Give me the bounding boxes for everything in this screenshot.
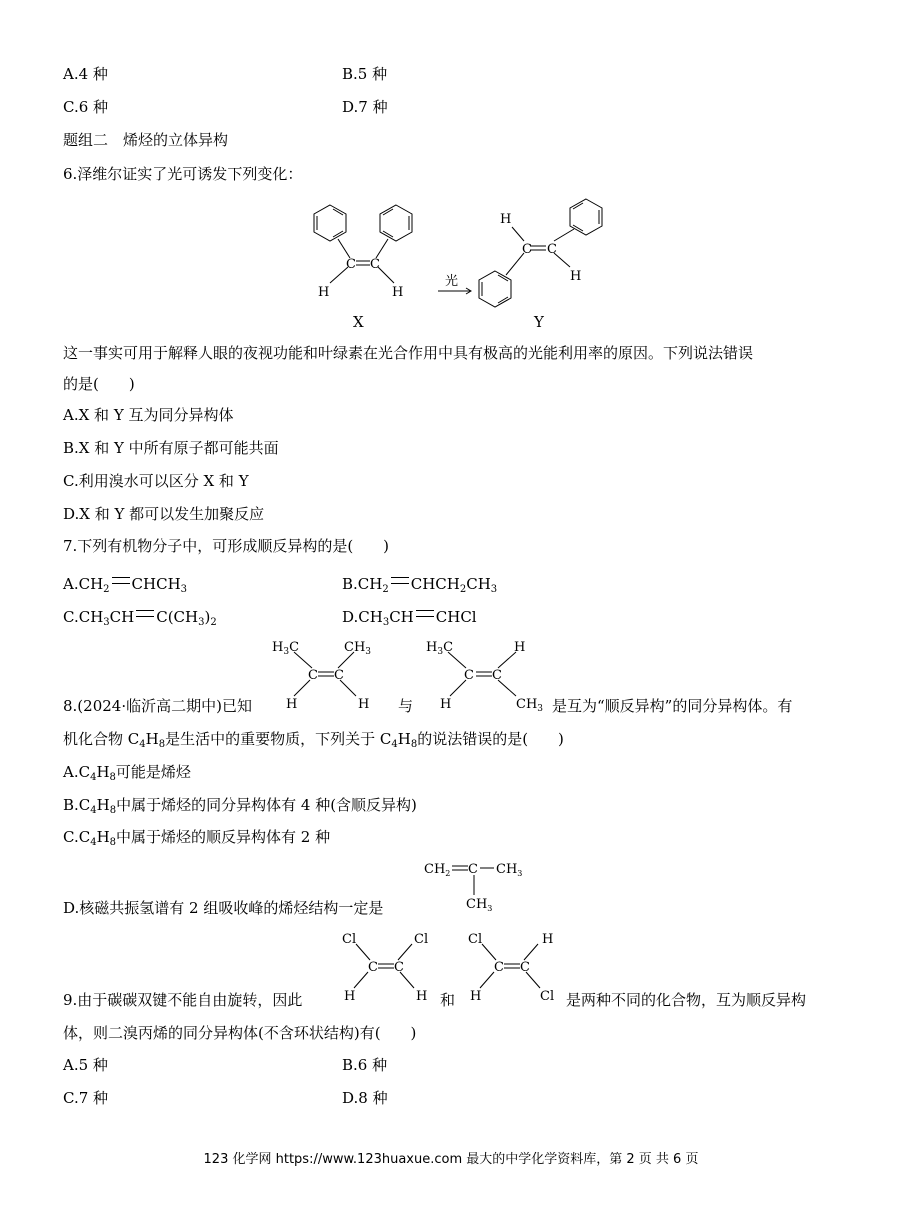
svg-text:C: C: [308, 668, 318, 683]
q6-option-d: D.X 和 Y 都可以发生加聚反应: [63, 505, 265, 523]
page-footer: 123 化学网 https://www.123huaxue.com 最大的中学化学资料库，第 2 页 共 6 页: [203, 1152, 699, 1167]
q9-option-d: D.8 种: [342, 1089, 388, 1107]
svg-text:C: C: [464, 668, 474, 683]
q5-option-a: A.4 种: [63, 65, 108, 83]
svg-text:Cl: Cl: [414, 932, 429, 947]
q8-option-b: $B.C_4H_8$中属于烯烃的同分异构体有 4 种(含顺反异构): [63, 796, 417, 816]
svg-text:H: H: [416, 989, 428, 1004]
svg-text:H: H: [318, 285, 330, 300]
q8-isobutene-structure: [420, 855, 530, 915]
q8-stem-post: 是互为“顺反异构”的同分异构体。有: [552, 697, 793, 715]
q6-arrow-label: 光: [445, 274, 459, 289]
q8-stem-pre: 8.(2024·临沂高二期中)已知: [63, 697, 252, 715]
svg-text:CH2: $CH_2$: [424, 862, 451, 878]
q6-option-c: C.利用溴水可以区分 X 和 Y: [63, 472, 249, 490]
svg-text:H3C: $H_3C$: [426, 640, 454, 657]
q7-option-a: $A.CH_2$ $CHCH_3$: [63, 575, 188, 595]
svg-text:CH3: $CH_3$: [496, 862, 523, 878]
q9-trans-dichloroethene-structure: [466, 928, 566, 1008]
q7-option-c: $C.CH_3CH$ $C(CH_3)_2$: [63, 608, 217, 628]
svg-text:Cl: Cl: [468, 932, 483, 947]
svg-text:C: C: [522, 242, 532, 257]
svg-text:H: H: [470, 989, 482, 1004]
q9-stem-pre: 9.由于碳碳双键不能自由旋转，因此: [63, 991, 303, 1009]
q6-label-y: Y: [534, 313, 544, 331]
svg-text:H: H: [570, 269, 582, 284]
q7-option-b: $B.CH_2$ $CHCH_2CH_3$: [342, 575, 498, 595]
svg-text:C: C: [368, 960, 378, 975]
svg-text:H: H: [440, 697, 452, 712]
q6-option-b: B.X 和 Y 中所有原子都可能共面: [63, 439, 279, 457]
q8-stem-line2: 机化合物 $C_4H_8$是生活中的重要物质，下列关于 $C_4H_8$的说法错误的是( ): [63, 730, 564, 750]
q6-stem: 6.泽维尔证实了光可诱发下列变化：: [63, 165, 303, 183]
svg-text:C: C: [370, 257, 380, 272]
svg-text:H: H: [392, 285, 404, 300]
svg-text:H: H: [344, 989, 356, 1004]
q9-stem-line2: 体，则二溴丙烯的同分异构体(不含环状结构)有( ): [63, 1024, 417, 1042]
q8-cis-butene-structure: [272, 636, 392, 716]
svg-text:H: H: [514, 640, 526, 655]
svg-text:C: C: [394, 960, 404, 975]
q8-conjunction: 与: [398, 697, 414, 715]
q6-label-x: X: [353, 313, 364, 331]
q8-option-c: $C.C_4H_8$中属于烯烃的顺反异构体有 2 种: [63, 828, 331, 848]
svg-text:H: H: [542, 932, 554, 947]
q9-option-b: B.6 种: [342, 1056, 388, 1074]
svg-text:H: H: [286, 697, 298, 712]
q5-option-b: B.5 种: [342, 65, 388, 83]
q8-trans-butene-structure: [426, 636, 556, 716]
q6-reaction-diagram: [290, 195, 620, 335]
svg-text:C: C: [468, 862, 478, 877]
svg-text:CH3: $CH_3$: [344, 640, 372, 657]
q7-option-d: $D.CH_3CH$ CHCl: [342, 608, 477, 628]
svg-text:CH3: $CH_3$: [466, 897, 493, 913]
q9-conjunction: 和: [440, 991, 456, 1009]
svg-text:C: C: [334, 668, 344, 683]
q9-stem-post: 是两种不同的化合物，互为顺反异构: [566, 991, 807, 1009]
svg-text:C: C: [492, 668, 502, 683]
svg-text:C: C: [494, 960, 504, 975]
svg-text:Cl: Cl: [342, 932, 357, 947]
q6-text-line2: 的是( ): [63, 375, 135, 393]
svg-text:C: C: [346, 257, 356, 272]
section-title: 题组二 烯烃的立体异构: [63, 131, 229, 149]
q9-option-c: C.7 种: [63, 1089, 109, 1107]
q6-text-line1: 这一事实可用于解释人眼的夜视功能和叶绿素在光合作用中具有极高的光能利用率的原因。下列说法错误: [63, 344, 754, 362]
svg-text:Cl: Cl: [540, 989, 555, 1004]
svg-text:H3C: $H_3C$: [272, 640, 300, 657]
svg-text:CH3: $CH_3$: [516, 697, 544, 714]
q8-option-d: D.核磁共振氢谱有 2 组吸收峰的烯烃结构一定是: [63, 899, 384, 917]
svg-text:C: C: [520, 960, 530, 975]
q9-option-a: A.5 种: [63, 1056, 108, 1074]
q5-option-d: D.7 种: [342, 98, 388, 116]
svg-text:H: H: [358, 697, 370, 712]
q6-option-a: A.X 和 Y 互为同分异构体: [63, 406, 234, 424]
q8-option-a: $A.C_4H_8$可能是烯烃: [63, 763, 191, 783]
svg-text:C: C: [547, 242, 557, 257]
q5-option-c: C.6 种: [63, 98, 109, 116]
q7-stem: 7.下列有机物分子中，可形成顺反异构的是( ): [63, 537, 390, 555]
q9-cis-dichloroethene-structure: [340, 928, 440, 1008]
svg-text:H: H: [500, 212, 512, 227]
